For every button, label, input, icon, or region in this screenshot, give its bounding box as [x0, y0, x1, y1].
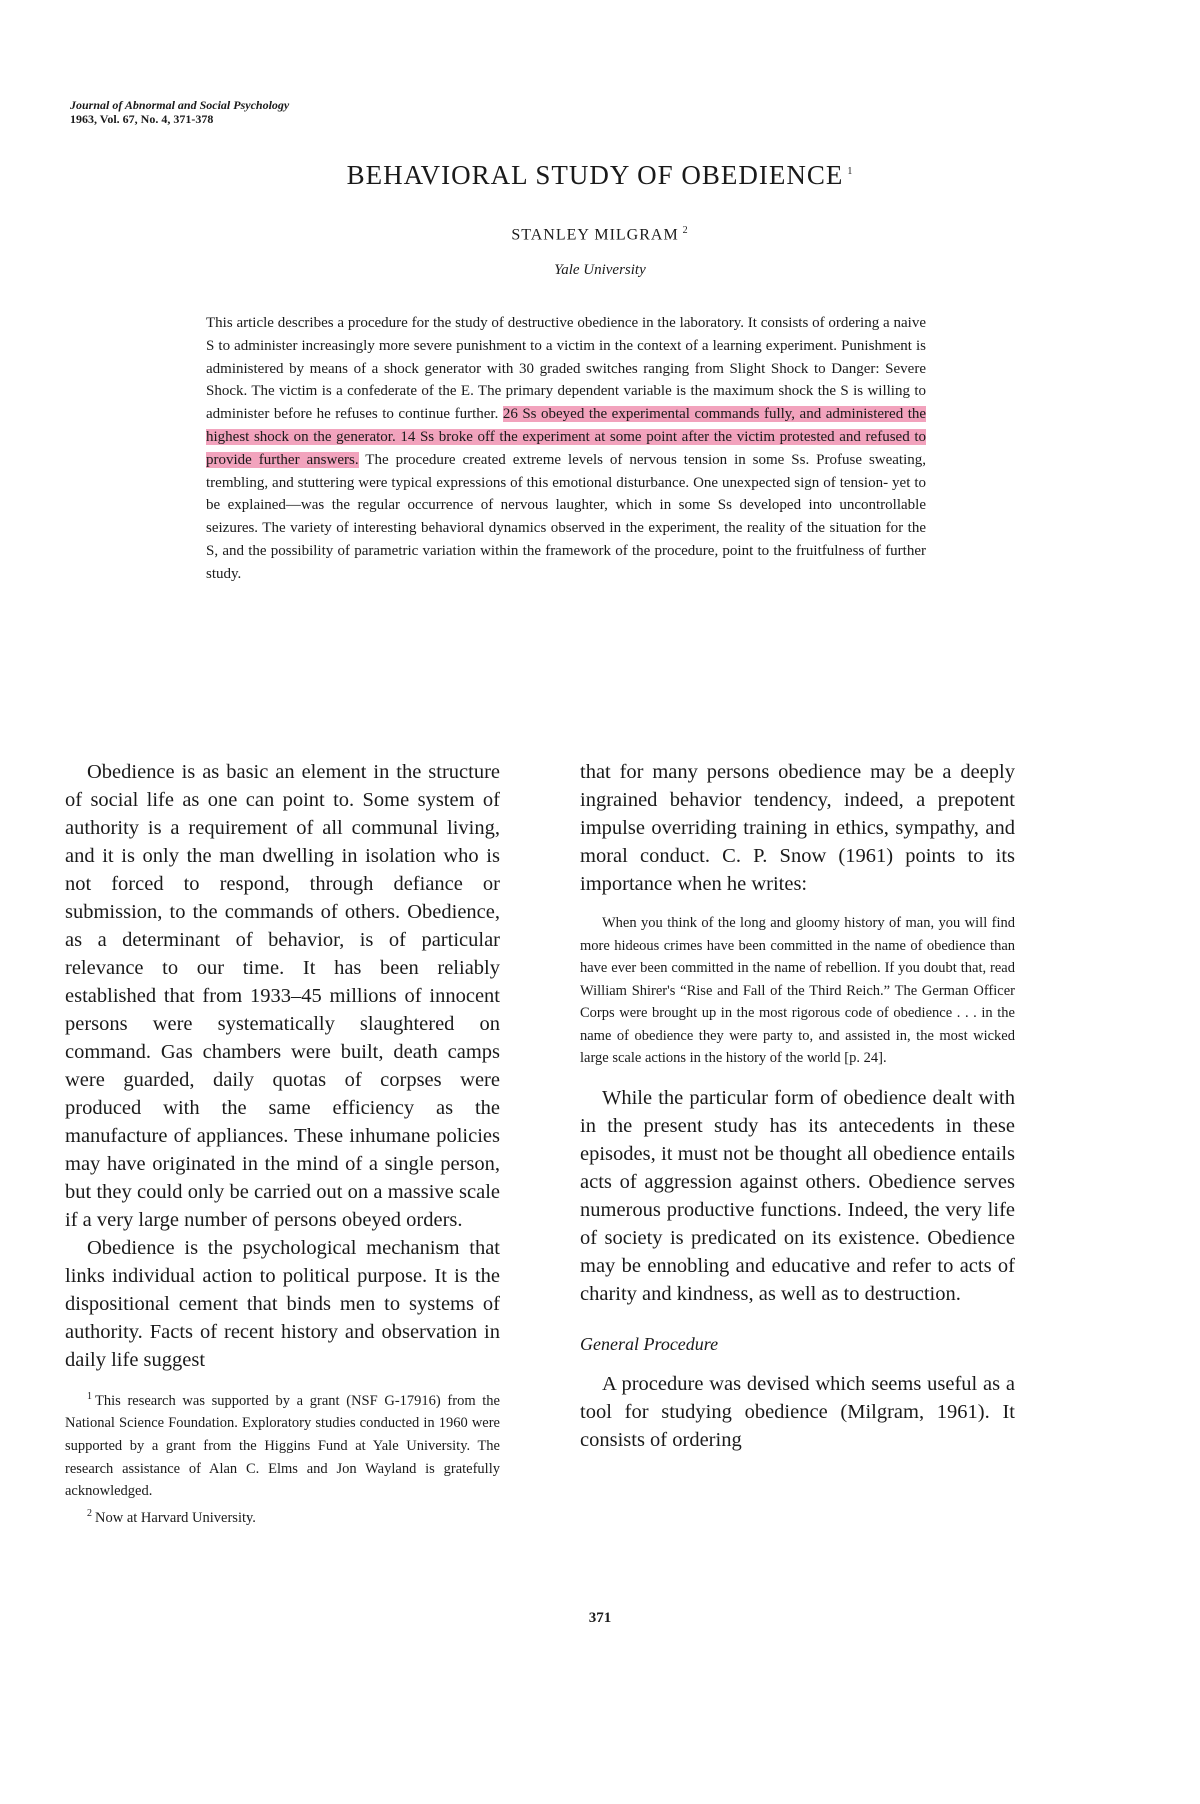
- journal-name: Journal of Abnormal and Social Psychology: [70, 98, 290, 112]
- right-column: [580, 758, 1015, 1454]
- left-column: [65, 758, 500, 1529]
- body-paragraph: Obedience is as basic an element in the structure of social life as one can point to. Some system of authority is a requirement of all communal living, and it is only the man dwelling in isolation who is not forced to respond, through defiance or submission, to the commands of others. Obedience, as a determinant of behavior, is of particular relevance to our time. It has been reliably established that from 1933–45 millions of innocent persons were systematically slaughtered on command. Gas chambers were built, death camps were guarded, daily quotas of corpses were produced with the same efficiency as the manufacture of appliances. These inhumane policies may have originated in the mind of a single person, but they could only be carried out on a massive scale if a very large number of persons obeyed orders.: [65, 761, 500, 1231]
- footnotes: [65, 1386, 500, 1529]
- body-paragraph: that for many persons obedience may be a deeply ingrained behavior tendency, indeed, a prepotent impulse overriding training in ethics, sympathy, and moral conduct. C. P. Snow (1961) points to its importance when he writes:: [580, 761, 1015, 895]
- body-paragraph: A procedure was devised which seems useful as a tool for studying obedience (Milgram, 1961). It consists of ordering: [580, 1372, 1015, 1451]
- affiliation: Yale University: [554, 262, 646, 278]
- footnote-1: [65, 1386, 500, 1503]
- article-title-text: BEHAVIORAL STUDY OF OBEDIENCE: [346, 160, 844, 190]
- author: [0, 225, 1200, 244]
- body-paragraph: While the particular form of obedience dealt with in the present study has its antecedents in these episodes, it must not be thought all obedience entails acts of aggression against others. Obedience serves numerous productive functions. Indeed, the very life of society is predicated on its existence. Obedience may be ennobling and educative and refer to acts of charity and kindness, as well as to destruction.: [580, 1086, 1015, 1305]
- journal-header: [70, 98, 289, 126]
- article-title: [0, 160, 1200, 191]
- abstract-text-start: This article describes a procedure for the study of destructive obedience in the laboratory. It consists of ordering a naive S to administer increasingly more severe punishment to a victim in the context of a learning experiment. Punishment is administered by means of a shock generator with 30 graded switches ranging from Slight Shock to Danger: Severe Shock. The victim is a confederate of the E. The primary dependent variable is the maximum shock the S is willing to administer before he refuses to continue further.: [206, 315, 926, 423]
- footnote-2: [65, 1503, 500, 1529]
- footnote-mark: 2: [87, 1507, 92, 1519]
- block-quote: When you think of the long and gloomy history of man, you will find more hideous crimes have been committed in the name of obedience than have ever been committed in the name of rebellion. If you doubt that, read William Shirer's “Rise and Fall of the Third Reich.” The German Officer Corps were brought up in the most rigorous code of obedience . . . in the name of obedience they were party to, and assisted in, the most wicked large scale actions in the history of the world [p. 24].: [580, 915, 1015, 1066]
- body-paragraph: Obedience is the psychological mechanism that links individual action to political purpose. It is the dispositional cement that binds men to systems of authority. Facts of recent history and observation in daily life suggest: [65, 1237, 500, 1371]
- author-footnote-mark: 2: [682, 225, 689, 236]
- abstract-text-end: The procedure created extreme levels of nervous tension in some Ss. Profuse sweating, trembling, and stuttering were typical expressions of this emotional disturbance. One unexpected sign of tension- yet to be explained—was the regular occurrence of nervous laughter, which in some Ss developed into uncontrollable seizures. The variety of interesting behavioral dynamics observed in the experiment, the reality of the situation for the S, and the possibility of parametric variation within the framework of the procedure, point to the fruitfulness of further study.: [206, 451, 927, 582]
- abstract-highlighted-text: 26 Ss obeyed the experimental commands fully, and administered the highest shock on the generator. 14 Ss broke off the experiment at some point after the victim protested and refused to provide further answers.: [206, 406, 927, 468]
- footnote-text: This research was supported by a grant (NSF G-17916) from the National Science Foundation. Exploratory studies conducted in 1960 were supported by a grant from the Higgins Fund at Yale University. The research assistance of Alan C. Elms and Jon Wayland is gratefully acknowledged.: [65, 1392, 500, 1500]
- footnote-text: Now at Harvard University.: [95, 1509, 256, 1526]
- title-footnote-mark: 1: [847, 166, 854, 177]
- author-name: STANLEY MILGRAM: [511, 226, 679, 244]
- page-number: 371: [588, 1610, 612, 1626]
- section-heading: General Procedure: [580, 1333, 719, 1354]
- journal-citation: 1963, Vol. 67, No. 4, 371-378: [70, 112, 214, 126]
- footnote-mark: 1: [87, 1391, 92, 1402]
- abstract: [206, 312, 926, 586]
